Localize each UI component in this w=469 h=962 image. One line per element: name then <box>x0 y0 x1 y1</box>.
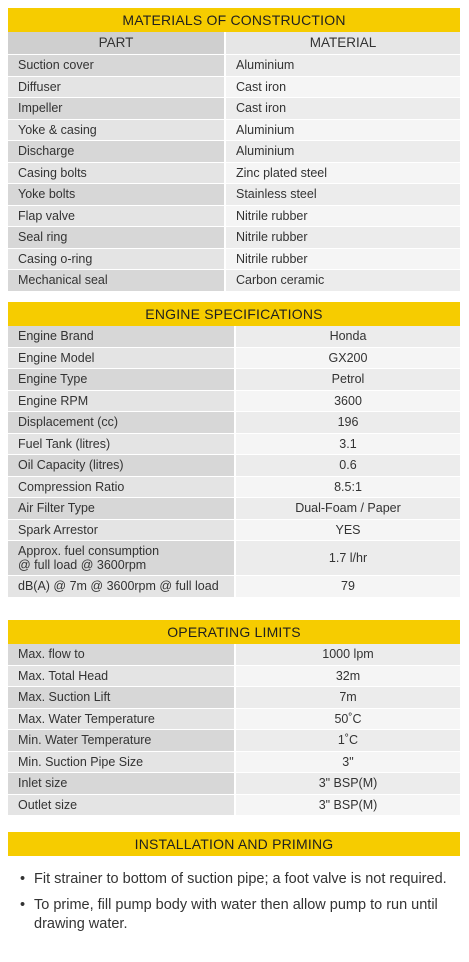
part-cell: Diffuser <box>8 76 225 98</box>
spec-label: Displacement (cc) <box>8 412 235 434</box>
spec-label: Compression Ratio <box>8 476 235 498</box>
table-row <box>8 98 460 120</box>
spec-value: Dual-Foam / Paper <box>235 498 460 520</box>
spec-value: 3.1 <box>235 433 460 455</box>
engine-table <box>8 326 460 598</box>
spec-label: Fuel Tank (litres) <box>8 433 235 455</box>
engine-title: ENGINE SPECIFICATIONS <box>8 302 460 326</box>
table-row <box>8 498 460 520</box>
limit-value: 1˚C <box>235 730 460 752</box>
table-row <box>8 576 460 598</box>
limit-label: Max. Total Head <box>8 665 235 687</box>
list-item: • To prime, fill pump body with water then allow pump to run until drawing water. <box>8 896 460 934</box>
spec-value: Petrol <box>235 369 460 391</box>
table-row <box>8 76 460 98</box>
table-row <box>8 773 460 795</box>
table-row <box>8 476 460 498</box>
column-header-part: PART <box>8 32 225 55</box>
limit-label: Max. Suction Lift <box>8 687 235 709</box>
limit-label: Inlet size <box>8 773 235 795</box>
limit-label: Outlet size <box>8 794 235 816</box>
material-cell: Nitrile rubber <box>225 227 460 249</box>
limit-label: Min. Water Temperature <box>8 730 235 752</box>
material-cell: Nitrile rubber <box>225 205 460 227</box>
table-row <box>8 326 460 347</box>
spec-label: Air Filter Type <box>8 498 235 520</box>
limits-table <box>8 644 460 816</box>
spec-label: Oil Capacity (litres) <box>8 455 235 477</box>
spec-value: YES <box>235 519 460 541</box>
spec-label: Engine RPM <box>8 390 235 412</box>
part-cell: Seal ring <box>8 227 225 249</box>
materials-title: MATERIALS OF CONSTRUCTION <box>8 8 460 32</box>
limit-label: Max. Water Temperature <box>8 708 235 730</box>
fuel-consumption-label-line2: @ full load @ 3600rpm <box>18 558 147 572</box>
table-row <box>8 141 460 163</box>
table-row <box>8 751 460 773</box>
table-row <box>8 184 460 206</box>
spec-label: Engine Type <box>8 369 235 391</box>
table-row <box>8 347 460 369</box>
table-row <box>8 433 460 455</box>
limit-value: 32m <box>235 665 460 687</box>
part-cell: Discharge <box>8 141 225 163</box>
material-cell: Aluminium <box>225 141 460 163</box>
table-row <box>8 644 460 665</box>
spec-value: GX200 <box>235 347 460 369</box>
materials-section <box>8 8 460 292</box>
material-cell: Cast iron <box>225 98 460 120</box>
table-row <box>8 162 460 184</box>
spec-label: Engine Model <box>8 347 235 369</box>
material-cell: Aluminium <box>225 119 460 141</box>
part-cell: Flap valve <box>8 205 225 227</box>
spec-value: 196 <box>235 412 460 434</box>
limits-title: OPERATING LIMITS <box>8 620 460 644</box>
engine-section <box>8 302 460 598</box>
table-row <box>8 270 460 292</box>
table-row <box>8 369 460 391</box>
table-row <box>8 227 460 249</box>
install-list <box>8 870 460 934</box>
spec-label: Spark Arrestor <box>8 519 235 541</box>
part-cell: Casing bolts <box>8 162 225 184</box>
part-cell: Yoke & casing <box>8 119 225 141</box>
table-row <box>8 687 460 709</box>
limits-section <box>8 620 460 816</box>
install-section <box>8 832 460 941</box>
column-header-material: MATERIAL <box>225 32 460 55</box>
material-cell: Carbon ceramic <box>225 270 460 292</box>
table-row <box>8 708 460 730</box>
limit-label: Max. flow to <box>8 644 235 665</box>
limit-value: 50˚C <box>235 708 460 730</box>
table-row <box>8 412 460 434</box>
part-cell: Suction cover <box>8 55 225 77</box>
table-row <box>8 248 460 270</box>
limit-value: 3" BSP(M) <box>235 794 460 816</box>
limit-value: 3" <box>235 751 460 773</box>
table-row <box>8 455 460 477</box>
list-item: • Fit strainer to bottom of suction pipe; a foot valve is not required. <box>8 870 460 889</box>
table-row <box>8 665 460 687</box>
material-cell: Nitrile rubber <box>225 248 460 270</box>
table-row <box>8 730 460 752</box>
part-cell: Yoke bolts <box>8 184 225 206</box>
table-row <box>8 794 460 816</box>
spec-value: 79 <box>235 576 460 598</box>
fuel-consumption-label-line1: Approx. fuel consumption <box>18 544 160 558</box>
table-row <box>8 541 460 576</box>
limit-value: 7m <box>235 687 460 709</box>
table-row <box>8 55 460 77</box>
limit-value: 1000 lpm <box>235 644 460 665</box>
part-cell: Mechanical seal <box>8 270 225 292</box>
spec-value: 3600 <box>235 390 460 412</box>
spec-value: 1.7 l/hr <box>235 541 460 576</box>
table-row <box>8 119 460 141</box>
limit-label: Min. Suction Pipe Size <box>8 751 235 773</box>
table-row <box>8 205 460 227</box>
install-title: INSTALLATION AND PRIMING <box>8 832 460 856</box>
limit-value: 3" BSP(M) <box>235 773 460 795</box>
spec-value: Honda <box>235 326 460 347</box>
material-cell: Cast iron <box>225 76 460 98</box>
material-cell: Stainless steel <box>225 184 460 206</box>
material-cell: Aluminium <box>225 55 460 77</box>
spec-value: 8.5:1 <box>235 476 460 498</box>
table-row <box>8 390 460 412</box>
spec-label: dB(A) @ 7m @ 3600rpm @ full load <box>8 576 235 598</box>
table-row <box>8 519 460 541</box>
part-cell: Impeller <box>8 98 225 120</box>
spec-label: Engine Brand <box>8 326 235 347</box>
materials-column-header <box>8 32 460 55</box>
spec-label <box>8 541 235 576</box>
spec-value: 0.6 <box>235 455 460 477</box>
part-cell: Casing o-ring <box>8 248 225 270</box>
material-cell: Zinc plated steel <box>225 162 460 184</box>
materials-table <box>8 32 460 292</box>
